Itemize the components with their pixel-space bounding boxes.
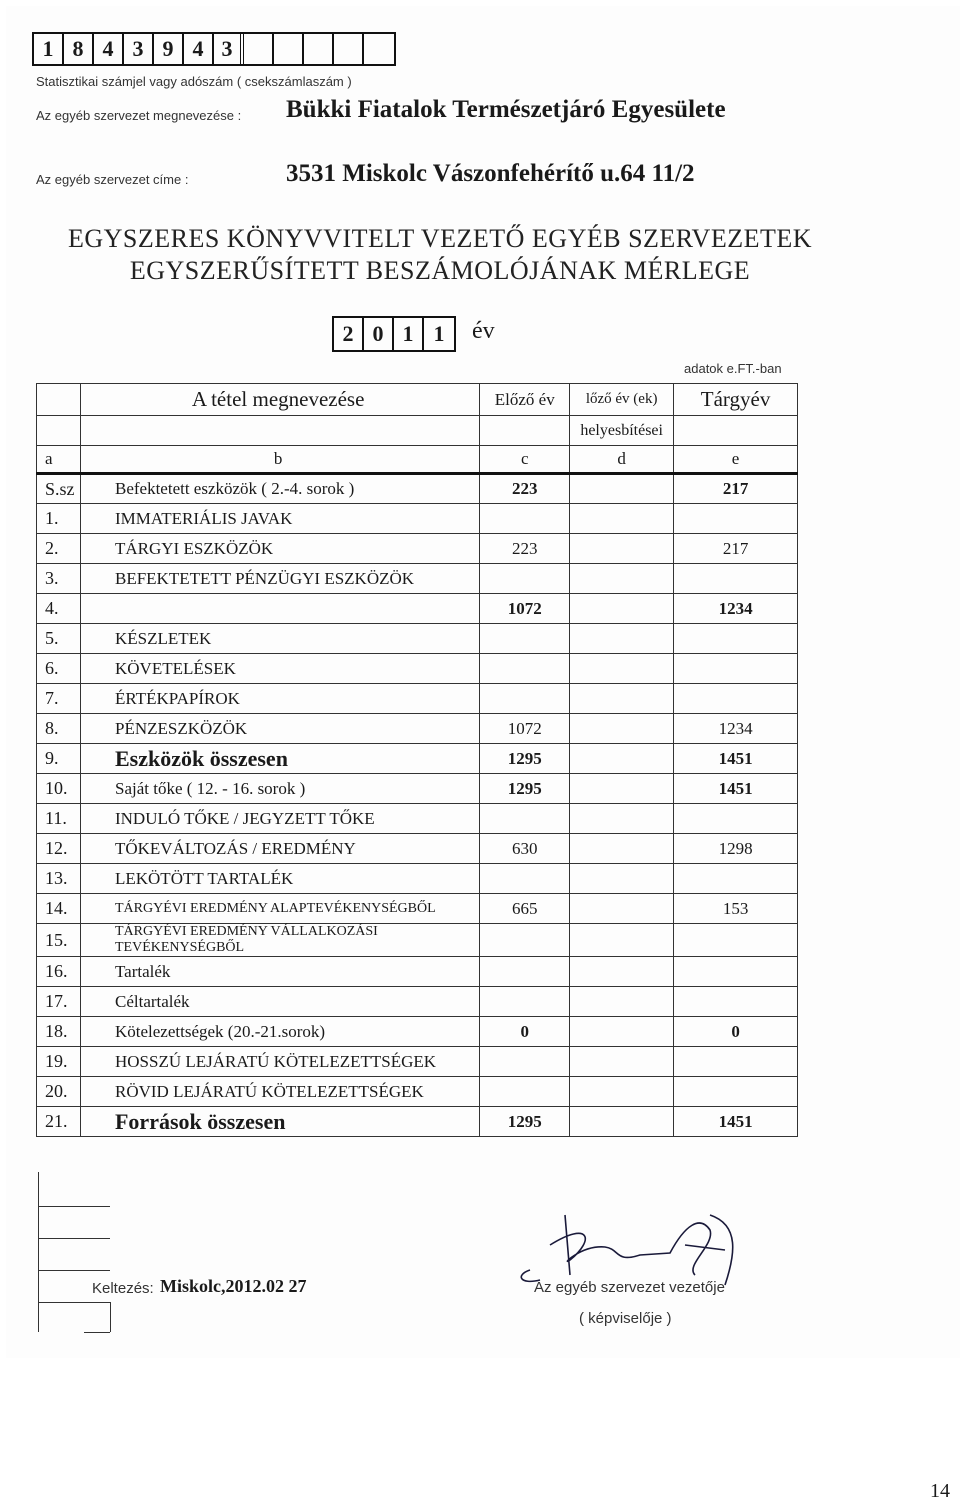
row-prev-year: 1295 xyxy=(480,1107,570,1137)
row-number: 17. xyxy=(37,987,81,1017)
row-prev-year xyxy=(480,804,570,834)
row-prev-year xyxy=(480,504,570,534)
table-row xyxy=(37,684,798,714)
row-corrections xyxy=(570,1047,674,1077)
row-current-year xyxy=(674,924,798,957)
row-name: TÁRGYÉVI EREDMÉNY VÁLLALKOZÁSI TEVÉKENYSÉGBŐL xyxy=(80,924,479,957)
tax-digit-box: 3 xyxy=(124,34,154,64)
org-address: 3531 Miskolc Vászonfehérítő u.64 11/2 xyxy=(286,160,695,187)
row-prev-year xyxy=(480,1047,570,1077)
table-row xyxy=(37,1107,798,1137)
year-boxes xyxy=(332,316,456,352)
org-name: Bükki Fiatalok Természetjáró Egyesülete xyxy=(286,96,726,123)
year-digit-box: 0 xyxy=(364,318,394,350)
org-address-label: Az egyéb szervezet címe : xyxy=(36,172,189,187)
row-name: Befektetett eszközök ( 2.-4. sorok ) xyxy=(80,474,479,504)
row-prev-year: 1072 xyxy=(480,714,570,744)
row-corrections xyxy=(570,594,674,624)
row-prev-year xyxy=(480,1077,570,1107)
row-prev-year: 665 xyxy=(480,894,570,924)
row-number: 20. xyxy=(37,1077,81,1107)
row-name xyxy=(80,594,479,624)
table-row xyxy=(37,774,798,804)
row-name: PÉNZESZKÖZÖK xyxy=(80,714,479,744)
row-name: Tartalék xyxy=(80,957,479,987)
row-current-year: 0 xyxy=(674,1017,798,1047)
col-letter-c: c xyxy=(480,446,570,474)
row-corrections xyxy=(570,804,674,834)
col-letter-e: e xyxy=(674,446,798,474)
row-prev-year: 1295 xyxy=(480,744,570,774)
table-row xyxy=(37,474,798,504)
row-prev-year xyxy=(480,654,570,684)
table-row xyxy=(37,957,798,987)
row-current-year xyxy=(674,987,798,1017)
row-name: INDULÓ TŐKE / JEGYZETT TŐKE xyxy=(80,804,479,834)
row-name: KÖVETELÉSEK xyxy=(80,654,479,684)
row-number: 10. xyxy=(37,774,81,804)
table-row xyxy=(37,714,798,744)
title-line-2: EGYSZERŰSÍTETT BESZÁMOLÓJÁNAK MÉRLEGE xyxy=(129,256,751,285)
table-row xyxy=(37,804,798,834)
row-name: TŐKEVÁLTOZÁS / EREDMÉNY xyxy=(80,834,479,864)
row-corrections xyxy=(570,474,674,504)
row-current-year: 1451 xyxy=(674,774,798,804)
row-current-year: 1234 xyxy=(674,594,798,624)
row-corrections xyxy=(570,987,674,1017)
row-current-year: 217 xyxy=(674,474,798,504)
row-current-year xyxy=(674,1077,798,1107)
row-current-year: 217 xyxy=(674,534,798,564)
row-number: 19. xyxy=(37,1047,81,1077)
row-name: BEFEKTETETT PÉNZÜGYI ESZKÖZÖK xyxy=(80,564,479,594)
header-prev-year: Előző év xyxy=(480,384,570,416)
row-name: Kötelezettségek (20.-21.sorok) xyxy=(80,1017,479,1047)
row-name: RÖVID LEJÁRATÚ KÖTELEZETTSÉGEK xyxy=(80,1077,479,1107)
row-number: 5. xyxy=(37,624,81,654)
row-current-year: 1451 xyxy=(674,1107,798,1137)
row-corrections xyxy=(570,504,674,534)
header-current-year: Tárgyév xyxy=(674,384,798,416)
frame-tick-6 xyxy=(84,1332,110,1333)
table-row xyxy=(37,1017,798,1047)
tax-digit-box xyxy=(274,34,304,64)
row-name: Források összesen xyxy=(80,1107,479,1137)
col-letter-d: d xyxy=(570,446,674,474)
frame-tick-1 xyxy=(38,1206,110,1207)
frame-tick-3 xyxy=(38,1270,110,1271)
row-name: KÉSZLETEK xyxy=(80,624,479,654)
page-number: 14 xyxy=(930,1480,950,1502)
header-item-name: A tétel megnevezése xyxy=(80,384,479,416)
row-current-year xyxy=(674,804,798,834)
table-row xyxy=(37,744,798,774)
tax-digit-box xyxy=(244,34,274,64)
row-name: ÉRTÉKPAPÍROK xyxy=(80,684,479,714)
row-number: 14. xyxy=(37,894,81,924)
row-corrections xyxy=(570,714,674,744)
row-number: 6. xyxy=(37,654,81,684)
tax-digit-box xyxy=(304,34,334,64)
table-row xyxy=(37,864,798,894)
tax-digit-box: 9 xyxy=(154,34,184,64)
row-prev-year: 630 xyxy=(480,834,570,864)
row-corrections xyxy=(570,774,674,804)
row-number: 11. xyxy=(37,804,81,834)
row-current-year: 1234 xyxy=(674,714,798,744)
row-current-year xyxy=(674,864,798,894)
row-prev-year: 1295 xyxy=(480,774,570,804)
header-corrections-sub: helyesbítései xyxy=(570,416,674,446)
frame-tick-4 xyxy=(38,1302,110,1303)
signer-label: Az egyéb szervezet vezetője xyxy=(534,1279,725,1296)
row-prev-year: 1072 xyxy=(480,594,570,624)
row-corrections xyxy=(570,564,674,594)
row-current-year xyxy=(674,957,798,987)
row-prev-year xyxy=(480,564,570,594)
year-digit-box: 1 xyxy=(394,318,424,350)
table-row xyxy=(37,894,798,924)
tax-digit-box: 1 xyxy=(34,34,64,64)
row-name: TÁRGYÉVI EREDMÉNY ALAPTEVÉKENYSÉGBŐL xyxy=(80,894,479,924)
row-number: S.sz xyxy=(37,474,81,504)
date-label: Keltezés: xyxy=(92,1280,154,1297)
tax-digit-box: 3 xyxy=(214,34,244,64)
row-number: 1. xyxy=(37,504,81,534)
row-corrections xyxy=(570,654,674,684)
tax-digit-box xyxy=(364,34,394,64)
title-line-1: EGYSZERES KÖNYVVITELT VEZETŐ EGYÉB SZERVEZETEK xyxy=(67,224,813,253)
row-number: 8. xyxy=(37,714,81,744)
table-row xyxy=(37,987,798,1017)
year-digit-box: 1 xyxy=(433,321,445,346)
row-number: 16. xyxy=(37,957,81,987)
row-prev-year: 223 xyxy=(480,534,570,564)
balance-sheet-table xyxy=(36,383,798,1137)
table-header-row xyxy=(37,384,798,416)
frame-tick-5 xyxy=(110,1302,111,1332)
row-name: TÁRGYI ESZKÖZÖK xyxy=(80,534,479,564)
units-note: adatok e.FT.-ban xyxy=(684,361,782,376)
table-row xyxy=(37,834,798,864)
signer-role: ( képviselője ) xyxy=(579,1310,672,1327)
row-prev-year xyxy=(480,624,570,654)
col-letter-a: a xyxy=(37,446,81,474)
year-digit-box: 2 xyxy=(334,318,364,350)
row-current-year xyxy=(674,504,798,534)
table-row xyxy=(37,564,798,594)
row-corrections xyxy=(570,684,674,714)
table-row xyxy=(37,654,798,684)
col-letter-b: b xyxy=(80,446,479,474)
row-number: 2. xyxy=(37,534,81,564)
row-corrections xyxy=(570,864,674,894)
table-row xyxy=(37,924,798,957)
row-prev-year: 223 xyxy=(480,474,570,504)
row-corrections xyxy=(570,834,674,864)
row-number: 18. xyxy=(37,1017,81,1047)
row-corrections xyxy=(570,924,674,957)
table-row xyxy=(37,594,798,624)
row-prev-year xyxy=(480,684,570,714)
row-current-year xyxy=(674,654,798,684)
date-value: Miskolc,2012.02 27 xyxy=(160,1276,307,1296)
row-number: 13. xyxy=(37,864,81,894)
tax-digit-box: 4 xyxy=(184,34,214,64)
row-current-year: 1451 xyxy=(674,744,798,774)
table-subheader-row xyxy=(37,416,798,446)
row-corrections xyxy=(570,744,674,774)
row-current-year xyxy=(674,564,798,594)
row-current-year xyxy=(674,624,798,654)
header-prev-corrections: lőző év (ek) xyxy=(570,384,674,416)
table-letters-row xyxy=(37,446,798,474)
tax-digit-box: 8 xyxy=(64,34,94,64)
row-corrections xyxy=(570,1107,674,1137)
row-prev-year xyxy=(480,924,570,957)
row-name: Eszközök összesen xyxy=(80,744,479,774)
row-prev-year xyxy=(480,987,570,1017)
row-name: Saját tőke ( 12. - 16. sorok ) xyxy=(80,774,479,804)
row-name: IMMATERIÁLIS JAVAK xyxy=(80,504,479,534)
table-row xyxy=(37,1047,798,1077)
row-current-year xyxy=(674,1047,798,1077)
stat-number-label: Statisztikai számjel vagy adószám ( csekszámlaszám ) xyxy=(36,74,352,89)
row-corrections xyxy=(570,957,674,987)
row-corrections xyxy=(570,1017,674,1047)
row-name: HOSSZÚ LEJÁRATÚ KÖTELEZETTSÉGEK xyxy=(80,1047,479,1077)
row-number: 21. xyxy=(37,1107,81,1137)
row-prev-year xyxy=(480,864,570,894)
row-corrections xyxy=(570,1077,674,1107)
table-row xyxy=(37,504,798,534)
table-row xyxy=(37,534,798,564)
row-corrections xyxy=(570,894,674,924)
row-number: 12. xyxy=(37,834,81,864)
row-prev-year xyxy=(480,957,570,987)
row-number: 7. xyxy=(37,684,81,714)
row-number: 4. xyxy=(37,594,81,624)
frame-tick-2 xyxy=(38,1238,110,1239)
left-frame-line xyxy=(38,1172,39,1332)
row-current-year: 1298 xyxy=(674,834,798,864)
row-prev-year: 0 xyxy=(480,1017,570,1047)
row-current-year: 153 xyxy=(674,894,798,924)
row-name: LEKÖTÖTT TARTALÉK xyxy=(80,864,479,894)
row-number: 15. xyxy=(37,924,81,957)
row-name: Céltartalék xyxy=(80,987,479,1017)
row-current-year xyxy=(674,684,798,714)
tax-number-boxes xyxy=(32,32,396,66)
row-corrections xyxy=(570,624,674,654)
row-number: 3. xyxy=(37,564,81,594)
table-row xyxy=(37,624,798,654)
table-row xyxy=(37,1077,798,1107)
row-corrections xyxy=(570,534,674,564)
row-number: 9. xyxy=(37,744,81,774)
tax-digit-box xyxy=(334,34,364,64)
year-suffix: év xyxy=(472,318,495,344)
tax-digit-box: 4 xyxy=(94,34,124,64)
org-name-label: Az egyéb szervezet megnevezése : xyxy=(36,108,242,123)
